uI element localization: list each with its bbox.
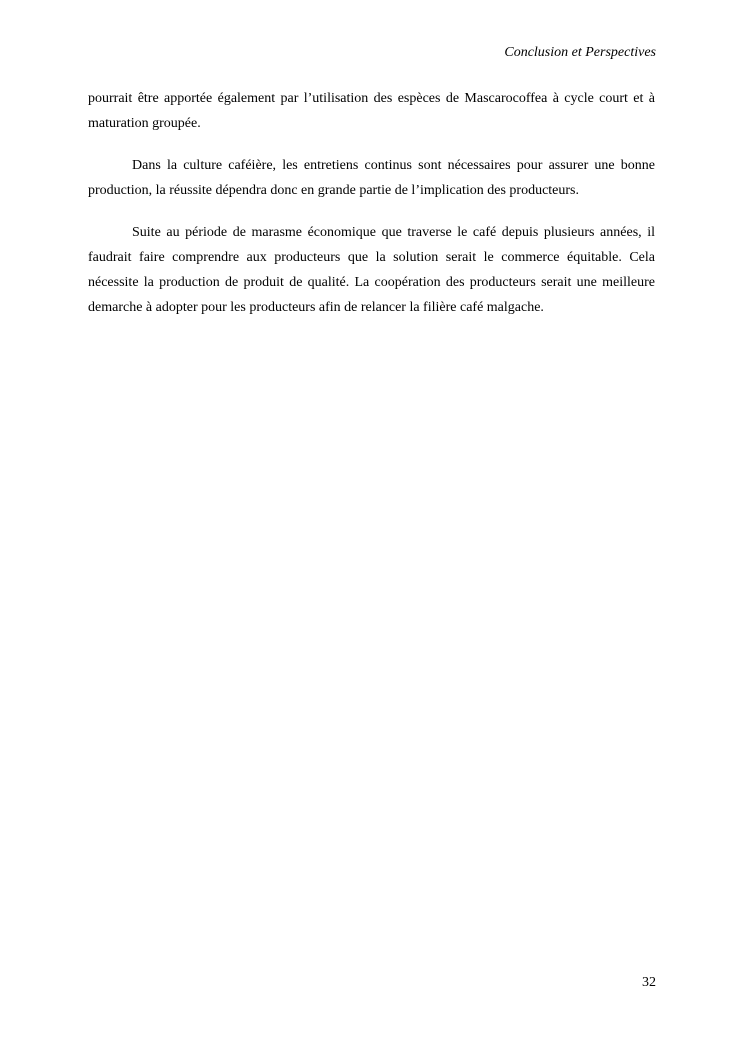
paragraph-maintenance: Dans la culture caféière, les entretiens continus sont nécessaires pour assurer une bonne production, la réussite dépendra donc en grande partie de l’implication des producteurs.	[88, 158, 655, 198]
running-header-title: Conclusion et Perspectives	[504, 45, 656, 60]
body-text	[88, 86, 655, 337]
paragraph-fair-trade: Suite au période de marasme économique que traverse le café depuis plusieurs années, il faudrait faire comprendre aux producteurs que la solution serait le commerce équitable. Cela nécessite la production de produit de qualité. La coopération des producteurs serait une meilleure demarche à adopter pour les producteurs afin de relancer la filière café malgache.	[88, 225, 655, 315]
paragraph-continuation: pourrait être apportée également par l’utilisation des espèces de Mascarocoffea à cycle court et à maturation groupée.	[88, 91, 655, 131]
page-number: 32	[642, 975, 656, 990]
